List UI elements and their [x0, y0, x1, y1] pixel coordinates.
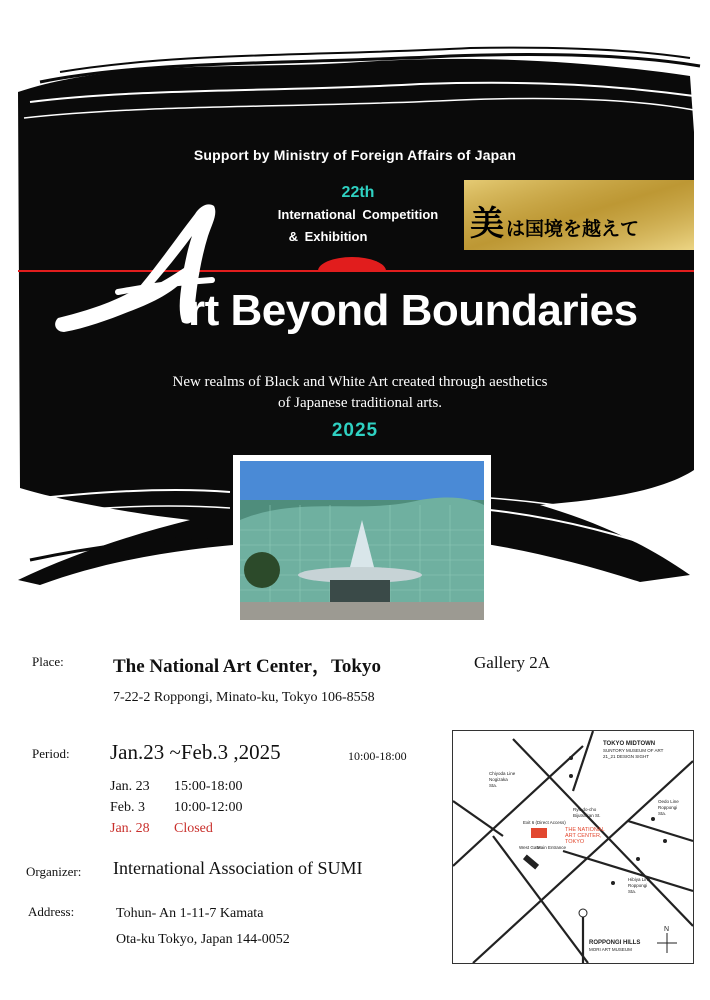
gallery: Gallery 2A — [474, 653, 551, 672]
main-title — [188, 286, 638, 336]
schedule-hours: 10:00-12:00 — [174, 800, 243, 815]
address-label: Address: — [28, 904, 75, 919]
map-label: TOKYO — [565, 839, 585, 845]
roppongi-hills-marker — [579, 909, 587, 917]
photo-ground — [240, 602, 484, 620]
photo-entrance — [330, 580, 390, 602]
map-label: THE NATIONAL — [565, 827, 605, 833]
map-label: Oedo Line — [658, 799, 679, 804]
schedule-date: Jan. 28 — [110, 821, 150, 836]
japanese-phrase: は国境を越えて — [506, 219, 640, 240]
map-label: SUNTORY MUSEUM OF ART — [603, 748, 664, 753]
edition-number: 22th — [341, 184, 375, 201]
schedule-hours: 15:00-18:00 — [174, 779, 243, 794]
title-rest: rt Beyond Boundaries — [188, 286, 638, 335]
competition-line-2: & Exhibition — [288, 229, 368, 244]
national-art-center-marker — [531, 828, 547, 838]
map-label: Exit 6 (Direct Access) — [523, 820, 566, 825]
tunnel-marker — [523, 855, 539, 870]
station-dot — [636, 857, 640, 861]
access-map — [452, 730, 694, 964]
schedule-date: Jan. 23 — [110, 779, 150, 794]
map-label: Roppongi — [658, 805, 678, 810]
place-label: Place: — [32, 654, 64, 669]
map-label: Sta. — [489, 783, 498, 788]
schedule — [110, 776, 242, 839]
address-line-2: Ota-ku Tokyo, Japan 144-0052 — [116, 932, 290, 947]
north-arrow-label: N — [664, 926, 670, 933]
station-dot — [569, 756, 573, 760]
photo-tree — [244, 552, 280, 588]
map-drawing — [453, 731, 693, 963]
map-label: West Gate — [519, 845, 541, 850]
organizer-label: Organizer: — [26, 864, 82, 879]
period-dates: Jan.23 ~Feb.3 ,2025 — [110, 740, 281, 764]
map-label: Bijutsukan St. — [573, 813, 601, 818]
map-label: Main Entrance — [537, 845, 567, 850]
north-arrow-icon — [657, 933, 677, 953]
map-label: MORI ART MUSEUM — [589, 947, 632, 952]
map-label: ROPPONGI HILLS — [589, 940, 641, 946]
map-label: ART CENTER, — [565, 833, 602, 839]
tagline-line-1: New realms of Black and White Art created through aesthetics — [172, 374, 548, 390]
organizer-name: International Association of SUMI — [113, 858, 363, 878]
support-line: Support by Ministry of Foreign Affairs of Japan — [193, 147, 517, 163]
place-address: 7-22-2 Roppongi, Minato-ku, Tokyo 106-8558 — [113, 690, 375, 705]
japanese-kanji: 美 — [470, 206, 504, 243]
station-dot — [611, 881, 615, 885]
map-label: Nogizaka — [489, 777, 508, 782]
japanese-title — [470, 196, 639, 245]
schedule-row — [110, 797, 242, 818]
year: 2025 — [331, 420, 379, 441]
map-label: Sta. — [658, 811, 667, 816]
map-road — [453, 801, 503, 836]
schedule-hours: Closed — [174, 821, 213, 836]
address-line-1: Tohun- An 1-11-7 Kamata — [116, 906, 264, 921]
competition-line-1: International Competition — [277, 207, 439, 222]
map-label: 21_21 DESIGN SIGHT — [603, 754, 650, 759]
period-label: Period: — [32, 746, 70, 761]
station-dot — [569, 774, 573, 778]
map-label: Hibiya Line — [628, 877, 651, 882]
map-label: Ryu-do-cho — [573, 807, 597, 812]
map-label: Chiyoda Line — [489, 771, 516, 776]
schedule-date: Feb. 3 — [110, 800, 145, 815]
map-road — [628, 821, 693, 841]
station-dot — [651, 817, 655, 821]
period-hours: 10:00-18:00 — [348, 749, 407, 763]
schedule-row — [110, 776, 242, 797]
map-label: TOKYO MIDTOWN — [603, 741, 656, 747]
map-label: Roppongi — [628, 883, 648, 888]
tagline — [100, 372, 620, 414]
map-label: Sta. — [628, 889, 637, 894]
tagline-line-2: of Japanese traditional arts. — [277, 395, 443, 411]
map-road — [573, 731, 593, 791]
place-name: The National Art Center，Tokyo — [113, 656, 381, 677]
schedule-row-closed — [110, 818, 242, 839]
station-dot — [663, 839, 667, 843]
